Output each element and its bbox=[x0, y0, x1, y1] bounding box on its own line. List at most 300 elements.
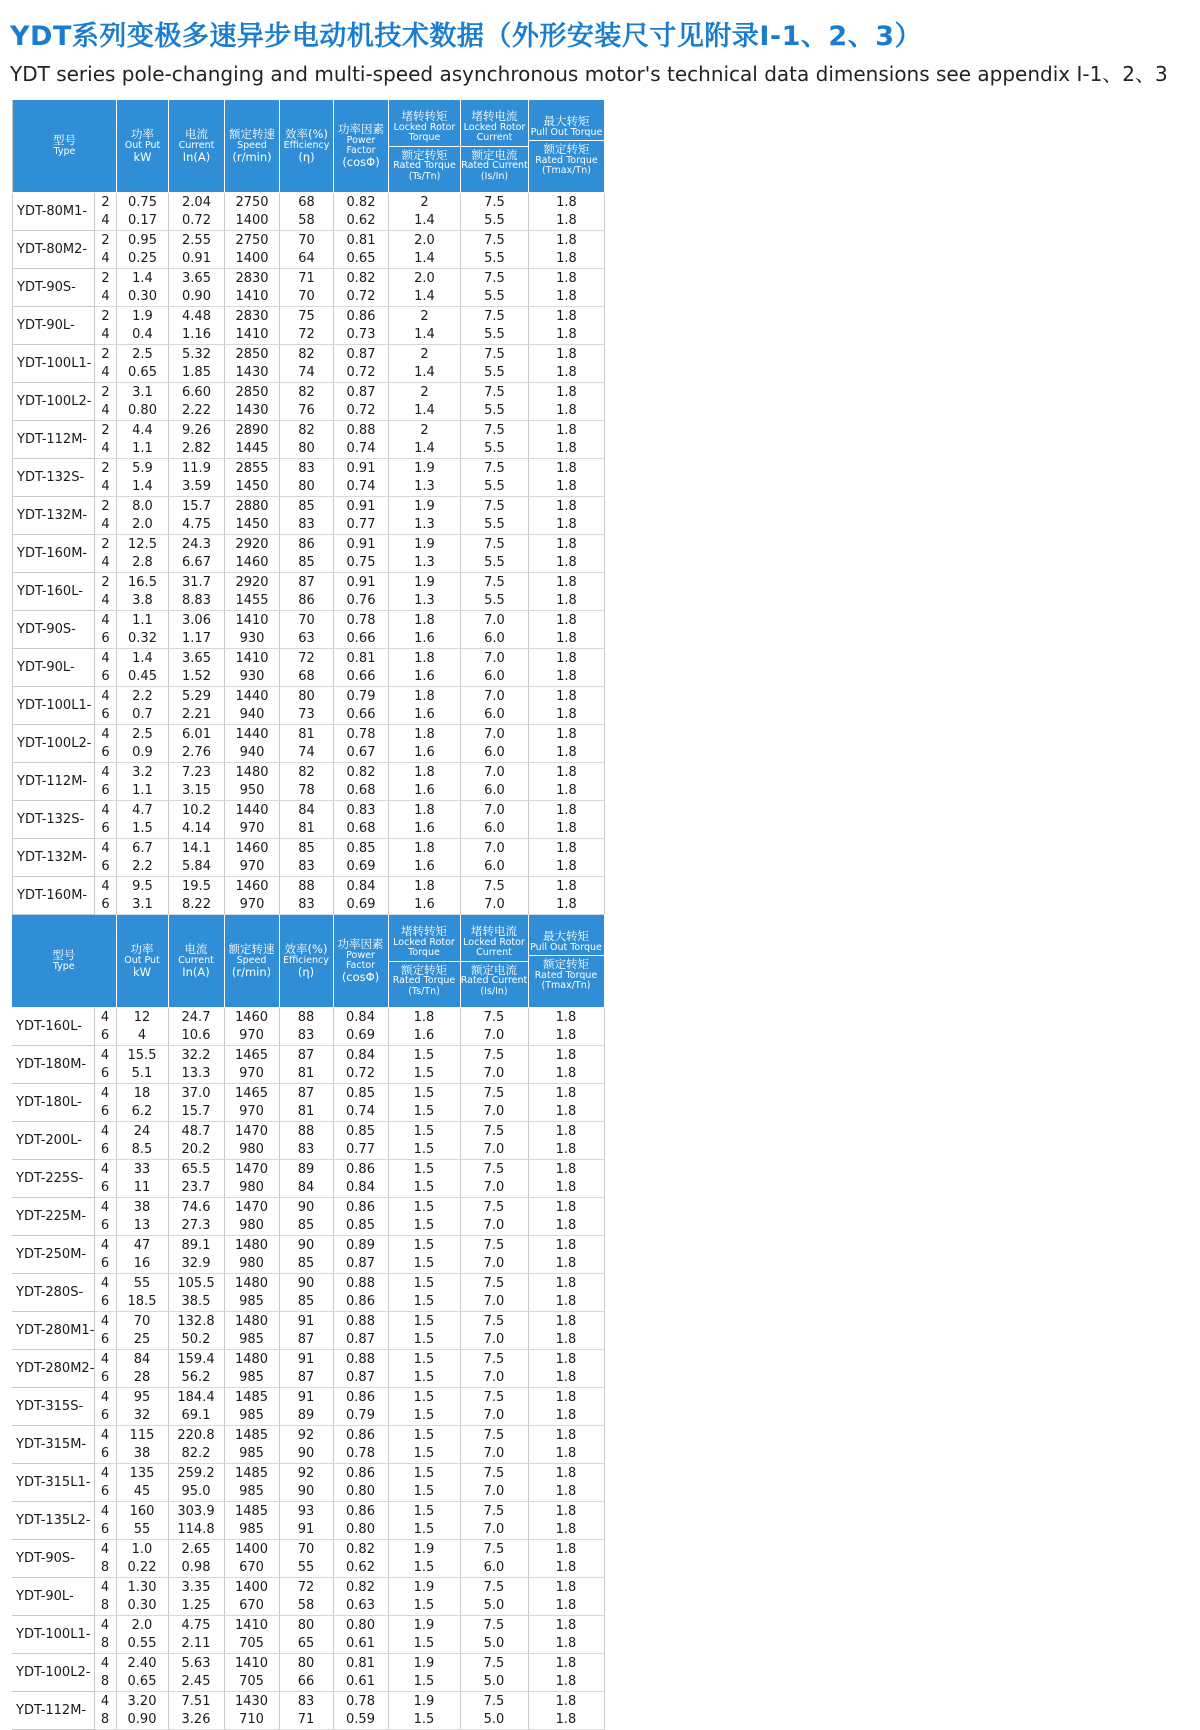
value-cell: 2 bbox=[389, 193, 461, 212]
table-row bbox=[12, 1559, 604, 1578]
value-cell: 70 bbox=[280, 231, 334, 250]
table-row bbox=[13, 269, 605, 288]
table-row bbox=[12, 1065, 604, 1084]
value-cell: 1.8 bbox=[529, 440, 605, 459]
value-cell: 1.8 bbox=[528, 1464, 604, 1483]
value-cell: 3.59 bbox=[169, 478, 225, 497]
value-cell: 7.0 bbox=[461, 687, 529, 706]
value-cell: 7.5 bbox=[461, 421, 529, 440]
value-cell: 1.8 bbox=[528, 1312, 604, 1331]
value-cell: 985 bbox=[224, 1293, 279, 1312]
header-power-en: Out Put bbox=[124, 954, 160, 966]
value-cell: 705 bbox=[224, 1673, 279, 1692]
value-cell: 1.8 bbox=[528, 1331, 604, 1350]
value-cell: 1.8 bbox=[528, 1084, 604, 1103]
value-cell: 5.5 bbox=[461, 554, 529, 573]
value-cell: 80 bbox=[279, 1616, 333, 1635]
value-cell: 81 bbox=[280, 725, 334, 744]
value-cell: 1.5 bbox=[388, 1388, 460, 1407]
value-cell: 114.8 bbox=[168, 1521, 224, 1540]
value-cell: 1.9 bbox=[389, 573, 461, 592]
value-cell: 1.6 bbox=[389, 668, 461, 687]
value-cell: 0.74 bbox=[334, 440, 389, 459]
value-cell: 1.8 bbox=[528, 1122, 604, 1141]
value-cell: 0.75 bbox=[117, 193, 169, 212]
value-cell: 27.3 bbox=[168, 1217, 224, 1236]
value-cell: 89.1 bbox=[168, 1236, 224, 1255]
model-cell: YDT-280S- bbox=[12, 1274, 94, 1312]
value-cell: 0.85 bbox=[333, 1084, 388, 1103]
table-row bbox=[12, 1616, 604, 1635]
table-right bbox=[12, 915, 605, 1730]
poles-cell: 4 bbox=[94, 1616, 116, 1635]
value-cell: 2.04 bbox=[169, 193, 225, 212]
value-cell: 2 bbox=[389, 383, 461, 402]
value-cell: 7.0 bbox=[460, 1293, 528, 1312]
value-cell: 0.74 bbox=[334, 478, 389, 497]
value-cell: 1.4 bbox=[389, 440, 461, 459]
value-cell: 950 bbox=[225, 782, 280, 801]
value-cell: 45 bbox=[116, 1483, 168, 1502]
value-cell: 0.91 bbox=[334, 535, 389, 554]
value-cell: 1.8 bbox=[529, 725, 605, 744]
poles-cell: 2 bbox=[95, 193, 117, 212]
table-row bbox=[12, 1293, 604, 1312]
value-cell: 0.86 bbox=[333, 1426, 388, 1445]
value-cell: 1.8 bbox=[529, 744, 605, 763]
value-cell: 80 bbox=[279, 1654, 333, 1673]
value-cell: 5.5 bbox=[461, 250, 529, 269]
value-cell: 85 bbox=[280, 497, 334, 516]
value-cell: 0.81 bbox=[334, 231, 389, 250]
value-cell: 32 bbox=[116, 1407, 168, 1426]
table-row bbox=[13, 250, 605, 269]
value-cell: 7.5 bbox=[460, 1426, 528, 1445]
value-cell: 0.55 bbox=[116, 1635, 168, 1654]
value-cell: 0.74 bbox=[333, 1103, 388, 1122]
value-cell: 940 bbox=[225, 706, 280, 725]
value-cell: 1.8 bbox=[528, 1179, 604, 1198]
value-cell: 9.5 bbox=[117, 877, 169, 896]
model-cell: YDT-315L1- bbox=[12, 1464, 94, 1502]
value-cell: 74 bbox=[280, 364, 334, 383]
value-cell: 87 bbox=[279, 1084, 333, 1103]
header-current-cn: 电流 bbox=[185, 127, 208, 142]
value-cell: 2.0 bbox=[389, 269, 461, 288]
poles-cell: 4 bbox=[95, 687, 117, 706]
value-cell: 0.81 bbox=[334, 649, 389, 668]
value-cell: 80 bbox=[280, 478, 334, 497]
value-cell: 0.32 bbox=[117, 630, 169, 649]
value-cell: 71 bbox=[279, 1711, 333, 1730]
value-cell: 4.75 bbox=[169, 516, 225, 535]
table-row bbox=[12, 1198, 604, 1217]
value-cell: 0.80 bbox=[333, 1616, 388, 1635]
header-pf-cn: 功率因素 bbox=[338, 121, 384, 136]
table-row bbox=[12, 1103, 604, 1122]
value-cell: 85 bbox=[279, 1255, 333, 1274]
value-cell: 2.22 bbox=[169, 402, 225, 421]
header-ts-en: Locked Rotor Torque bbox=[393, 936, 455, 959]
value-cell: 84 bbox=[279, 1179, 333, 1198]
value-cell: 970 bbox=[224, 1103, 279, 1122]
header-tmax-cn2: 额定转矩 bbox=[543, 957, 589, 972]
value-cell: 0.84 bbox=[333, 1008, 388, 1027]
poles-cell: 4 bbox=[95, 364, 117, 383]
value-cell: 1.8 bbox=[529, 212, 605, 231]
value-cell: 5.0 bbox=[460, 1597, 528, 1616]
value-cell: 1400 bbox=[225, 212, 280, 231]
value-cell: 1470 bbox=[224, 1160, 279, 1179]
table-row bbox=[13, 516, 605, 535]
value-cell: 0.82 bbox=[334, 269, 389, 288]
value-cell: 1.1 bbox=[117, 611, 169, 630]
value-cell: 2 bbox=[389, 345, 461, 364]
value-cell: 7.0 bbox=[460, 1027, 528, 1046]
value-cell: 88 bbox=[279, 1122, 333, 1141]
value-cell: 0.45 bbox=[117, 668, 169, 687]
value-cell: 32.2 bbox=[168, 1046, 224, 1065]
value-cell: 0.88 bbox=[333, 1350, 388, 1369]
poles-cell: 2 bbox=[95, 307, 117, 326]
value-cell: 1.8 bbox=[528, 1065, 604, 1084]
poles-cell: 2 bbox=[95, 383, 117, 402]
value-cell: 7.0 bbox=[460, 1369, 528, 1388]
value-cell: 95 bbox=[116, 1388, 168, 1407]
value-cell: 1485 bbox=[224, 1388, 279, 1407]
value-cell: 705 bbox=[224, 1635, 279, 1654]
header-is-cn: 堵转电流 bbox=[471, 108, 518, 123]
header-eff-unit: (η) bbox=[298, 150, 315, 165]
poles-cell: 4 bbox=[95, 516, 117, 535]
value-cell: 7.5 bbox=[460, 1616, 528, 1635]
value-cell: 5.5 bbox=[461, 326, 529, 345]
data-tables bbox=[12, 100, 1196, 1730]
value-cell: 0.80 bbox=[333, 1483, 388, 1502]
table-row bbox=[12, 1046, 604, 1065]
value-cell: 1.8 bbox=[529, 402, 605, 421]
value-cell: 1.6 bbox=[389, 896, 461, 915]
header-ts-unit: (Ts/Tn) bbox=[408, 985, 440, 997]
value-cell: 5.5 bbox=[461, 288, 529, 307]
value-cell: 1410 bbox=[225, 649, 280, 668]
value-cell: 87 bbox=[279, 1331, 333, 1350]
value-cell: 83 bbox=[280, 459, 334, 478]
value-cell: 7.5 bbox=[461, 535, 529, 554]
poles-cell: 4 bbox=[94, 1388, 116, 1407]
value-cell: 1.5 bbox=[388, 1122, 460, 1141]
value-cell: 16.5 bbox=[117, 573, 169, 592]
value-cell: 85 bbox=[280, 839, 334, 858]
poles-cell: 4 bbox=[94, 1046, 116, 1065]
value-cell: 1.8 bbox=[528, 1407, 604, 1426]
model-cell: YDT-180L- bbox=[12, 1084, 94, 1122]
table-row bbox=[13, 497, 605, 516]
header-is bbox=[460, 915, 528, 1008]
value-cell: 0.78 bbox=[334, 725, 389, 744]
value-cell: 86 bbox=[280, 592, 334, 611]
value-cell: 4.48 bbox=[169, 307, 225, 326]
value-cell: 1.4 bbox=[389, 212, 461, 231]
value-cell: 1.8 bbox=[529, 383, 605, 402]
value-cell: 5.0 bbox=[460, 1635, 528, 1654]
poles-cell: 4 bbox=[94, 1502, 116, 1521]
value-cell: 1.8 bbox=[529, 554, 605, 573]
value-cell: 1.8 bbox=[528, 1350, 604, 1369]
value-cell: 0.78 bbox=[333, 1445, 388, 1464]
value-cell: 2.40 bbox=[116, 1654, 168, 1673]
value-cell: 7.0 bbox=[460, 1065, 528, 1084]
value-cell: 1.8 bbox=[529, 649, 605, 668]
value-cell: 1.8 bbox=[529, 269, 605, 288]
value-cell: 0.62 bbox=[334, 212, 389, 231]
value-cell: 1.5 bbox=[388, 1141, 460, 1160]
poles-cell: 6 bbox=[95, 630, 117, 649]
value-cell: 8.83 bbox=[169, 592, 225, 611]
value-cell: 0.87 bbox=[333, 1369, 388, 1388]
table-row bbox=[13, 459, 605, 478]
value-cell: 1.5 bbox=[117, 820, 169, 839]
table-row bbox=[12, 1635, 604, 1654]
value-cell: 0.61 bbox=[333, 1635, 388, 1654]
value-cell: 0.59 bbox=[333, 1711, 388, 1730]
value-cell: 5.5 bbox=[461, 516, 529, 535]
value-cell: 0.86 bbox=[334, 307, 389, 326]
value-cell: 5.0 bbox=[460, 1711, 528, 1730]
value-cell: 1460 bbox=[224, 1008, 279, 1027]
value-cell: 55 bbox=[116, 1274, 168, 1293]
model-cell: YDT-100L1- bbox=[13, 687, 95, 725]
value-cell: 1.4 bbox=[389, 288, 461, 307]
table-row bbox=[13, 383, 605, 402]
value-cell: 1.8 bbox=[528, 1445, 604, 1464]
value-cell: 1.8 bbox=[529, 877, 605, 896]
value-cell: 90 bbox=[279, 1483, 333, 1502]
model-cell: YDT-90L- bbox=[13, 649, 95, 687]
value-cell: 1.9 bbox=[388, 1578, 460, 1597]
value-cell: 985 bbox=[224, 1331, 279, 1350]
value-cell: 0.75 bbox=[334, 554, 389, 573]
value-cell: 0.78 bbox=[334, 611, 389, 630]
value-cell: 7.5 bbox=[460, 1084, 528, 1103]
value-cell: 1.9 bbox=[389, 459, 461, 478]
value-cell: 0.78 bbox=[333, 1692, 388, 1711]
header-ts-unit: (Ts/Tn) bbox=[408, 170, 441, 182]
value-cell: 1410 bbox=[224, 1654, 279, 1673]
header-speed-unit: (r/min) bbox=[232, 150, 272, 165]
value-cell: 1.8 bbox=[528, 1217, 604, 1236]
value-cell: 73 bbox=[280, 706, 334, 725]
value-cell: 980 bbox=[224, 1141, 279, 1160]
header-eff-cn: 效率(%) bbox=[284, 942, 328, 957]
table-row bbox=[13, 896, 605, 915]
value-cell: 91 bbox=[279, 1350, 333, 1369]
value-cell: 1.8 bbox=[529, 326, 605, 345]
poles-cell: 6 bbox=[94, 1293, 116, 1312]
header-pf bbox=[334, 100, 389, 193]
header-speed-en: Speed bbox=[237, 139, 267, 151]
value-cell: 0.62 bbox=[333, 1559, 388, 1578]
value-cell: 90 bbox=[279, 1236, 333, 1255]
value-cell: 7.5 bbox=[460, 1464, 528, 1483]
value-cell: 1.8 bbox=[528, 1103, 604, 1122]
value-cell: 3.65 bbox=[169, 649, 225, 668]
value-cell: 7.0 bbox=[461, 896, 529, 915]
value-cell: 5.5 bbox=[461, 364, 529, 383]
header-tmax-unit: (Tmax/Tn) bbox=[542, 165, 591, 177]
value-cell: 70 bbox=[279, 1540, 333, 1559]
poles-cell: 6 bbox=[94, 1369, 116, 1388]
value-cell: 1.52 bbox=[169, 668, 225, 687]
value-cell: 2.65 bbox=[168, 1540, 224, 1559]
value-cell: 1.5 bbox=[388, 1065, 460, 1084]
header-speed-unit: (r/min) bbox=[231, 965, 272, 980]
model-cell: YDT-100L1- bbox=[13, 345, 95, 383]
header-model-cn: 型号 bbox=[52, 948, 76, 963]
value-cell: 86 bbox=[280, 535, 334, 554]
value-cell: 132.8 bbox=[168, 1312, 224, 1331]
value-cell: 3.15 bbox=[169, 782, 225, 801]
value-cell: 15.7 bbox=[169, 497, 225, 516]
value-cell: 2920 bbox=[225, 535, 280, 554]
value-cell: 670 bbox=[224, 1597, 279, 1616]
value-cell: 2.2 bbox=[117, 858, 169, 877]
value-cell: 0.88 bbox=[334, 421, 389, 440]
poles-cell: 4 bbox=[95, 250, 117, 269]
value-cell: 2830 bbox=[225, 307, 280, 326]
value-cell: 1.8 bbox=[529, 288, 605, 307]
table-row bbox=[13, 212, 605, 231]
value-cell: 1.5 bbox=[388, 1711, 460, 1730]
poles-cell: 6 bbox=[94, 1407, 116, 1426]
value-cell: 7.0 bbox=[461, 839, 529, 858]
poles-cell: 6 bbox=[94, 1027, 116, 1046]
value-cell: 28 bbox=[116, 1369, 168, 1388]
value-cell: 0.86 bbox=[333, 1502, 388, 1521]
header-ts-cn: 堵转转矩 bbox=[401, 108, 448, 123]
value-cell: 2750 bbox=[225, 193, 280, 212]
value-cell: 1.8 bbox=[528, 1540, 604, 1559]
value-cell: 970 bbox=[224, 1065, 279, 1084]
value-cell: 1450 bbox=[225, 478, 280, 497]
table-row bbox=[13, 193, 605, 212]
value-cell: 6.0 bbox=[461, 668, 529, 687]
value-cell: 69.1 bbox=[168, 1407, 224, 1426]
value-cell: 1.8 bbox=[528, 1388, 604, 1407]
value-cell: 0.84 bbox=[334, 877, 389, 896]
value-cell: 83 bbox=[280, 858, 334, 877]
table-row bbox=[12, 1673, 604, 1692]
value-cell: 0.82 bbox=[334, 763, 389, 782]
value-cell: 1.9 bbox=[389, 497, 461, 516]
value-cell: 2.8 bbox=[117, 554, 169, 573]
value-cell: 5.5 bbox=[461, 212, 529, 231]
value-cell: 8.22 bbox=[169, 896, 225, 915]
value-cell: 13.3 bbox=[168, 1065, 224, 1084]
value-cell: 7.0 bbox=[461, 611, 529, 630]
value-cell: 1.5 bbox=[388, 1293, 460, 1312]
table-row bbox=[13, 611, 605, 630]
table-row bbox=[12, 1711, 604, 1730]
value-cell: 3.06 bbox=[169, 611, 225, 630]
header-speed-cn: 额定转速 bbox=[228, 942, 275, 957]
value-cell: 0.87 bbox=[334, 383, 389, 402]
value-cell: 3.8 bbox=[117, 592, 169, 611]
model-cell: YDT-160L- bbox=[13, 573, 95, 611]
table-row bbox=[13, 858, 605, 877]
model-cell: YDT-315M- bbox=[12, 1426, 94, 1464]
value-cell: 1.5 bbox=[388, 1597, 460, 1616]
value-cell: 92 bbox=[279, 1426, 333, 1445]
value-cell: 1440 bbox=[225, 725, 280, 744]
value-cell: 7.0 bbox=[460, 1483, 528, 1502]
value-cell: 1.8 bbox=[528, 1597, 604, 1616]
value-cell: 160 bbox=[116, 1502, 168, 1521]
value-cell: 90 bbox=[279, 1198, 333, 1217]
value-cell: 5.63 bbox=[168, 1654, 224, 1673]
poles-cell: 4 bbox=[94, 1464, 116, 1483]
value-cell: 0.91 bbox=[334, 459, 389, 478]
value-cell: 85 bbox=[279, 1293, 333, 1312]
model-cell: YDT-100L2- bbox=[13, 725, 95, 763]
value-cell: 0.82 bbox=[333, 1540, 388, 1559]
model-cell: YDT-112M- bbox=[12, 1692, 94, 1730]
value-cell: 0.4 bbox=[117, 326, 169, 345]
header-is bbox=[461, 100, 529, 193]
value-cell: 0.91 bbox=[169, 250, 225, 269]
poles-cell: 4 bbox=[94, 1274, 116, 1293]
value-cell: 68 bbox=[280, 193, 334, 212]
header-tmax-cn: 最大转矩 bbox=[543, 929, 589, 944]
table-row bbox=[13, 649, 605, 668]
poles-cell: 6 bbox=[95, 858, 117, 877]
value-cell: 37.0 bbox=[168, 1084, 224, 1103]
poles-cell: 6 bbox=[94, 1065, 116, 1084]
poles-cell: 6 bbox=[95, 668, 117, 687]
poles-cell: 4 bbox=[95, 554, 117, 573]
poles-cell: 8 bbox=[94, 1673, 116, 1692]
value-cell: 70 bbox=[280, 611, 334, 630]
value-cell: 80 bbox=[280, 687, 334, 706]
value-cell: 0.88 bbox=[333, 1312, 388, 1331]
table-row bbox=[13, 744, 605, 763]
poles-cell: 4 bbox=[95, 402, 117, 421]
value-cell: 1.8 bbox=[529, 706, 605, 725]
header-model-en: Type bbox=[52, 961, 75, 973]
value-cell: 91 bbox=[279, 1312, 333, 1331]
header-is-unit: (Is/In) bbox=[480, 985, 508, 997]
value-cell: 10.2 bbox=[169, 801, 225, 820]
value-cell: 24 bbox=[116, 1122, 168, 1141]
poles-cell: 2 bbox=[95, 269, 117, 288]
value-cell: 1480 bbox=[224, 1274, 279, 1293]
poles-cell: 6 bbox=[94, 1179, 116, 1198]
value-cell: 81 bbox=[279, 1103, 333, 1122]
table-row bbox=[13, 592, 605, 611]
value-cell: 0.73 bbox=[334, 326, 389, 345]
model-cell: YDT-280M2- bbox=[12, 1350, 94, 1388]
value-cell: 930 bbox=[225, 668, 280, 687]
value-cell: 1.8 bbox=[529, 630, 605, 649]
value-cell: 1.1 bbox=[117, 782, 169, 801]
value-cell: 7.5 bbox=[460, 1692, 528, 1711]
value-cell: 670 bbox=[224, 1559, 279, 1578]
header-speed bbox=[225, 100, 280, 193]
value-cell: 1.6 bbox=[389, 744, 461, 763]
header-pf-en: Power Factor bbox=[346, 134, 376, 156]
model-cell: YDT-132S- bbox=[13, 459, 95, 497]
header-speed-cn: 额定转速 bbox=[229, 127, 275, 142]
